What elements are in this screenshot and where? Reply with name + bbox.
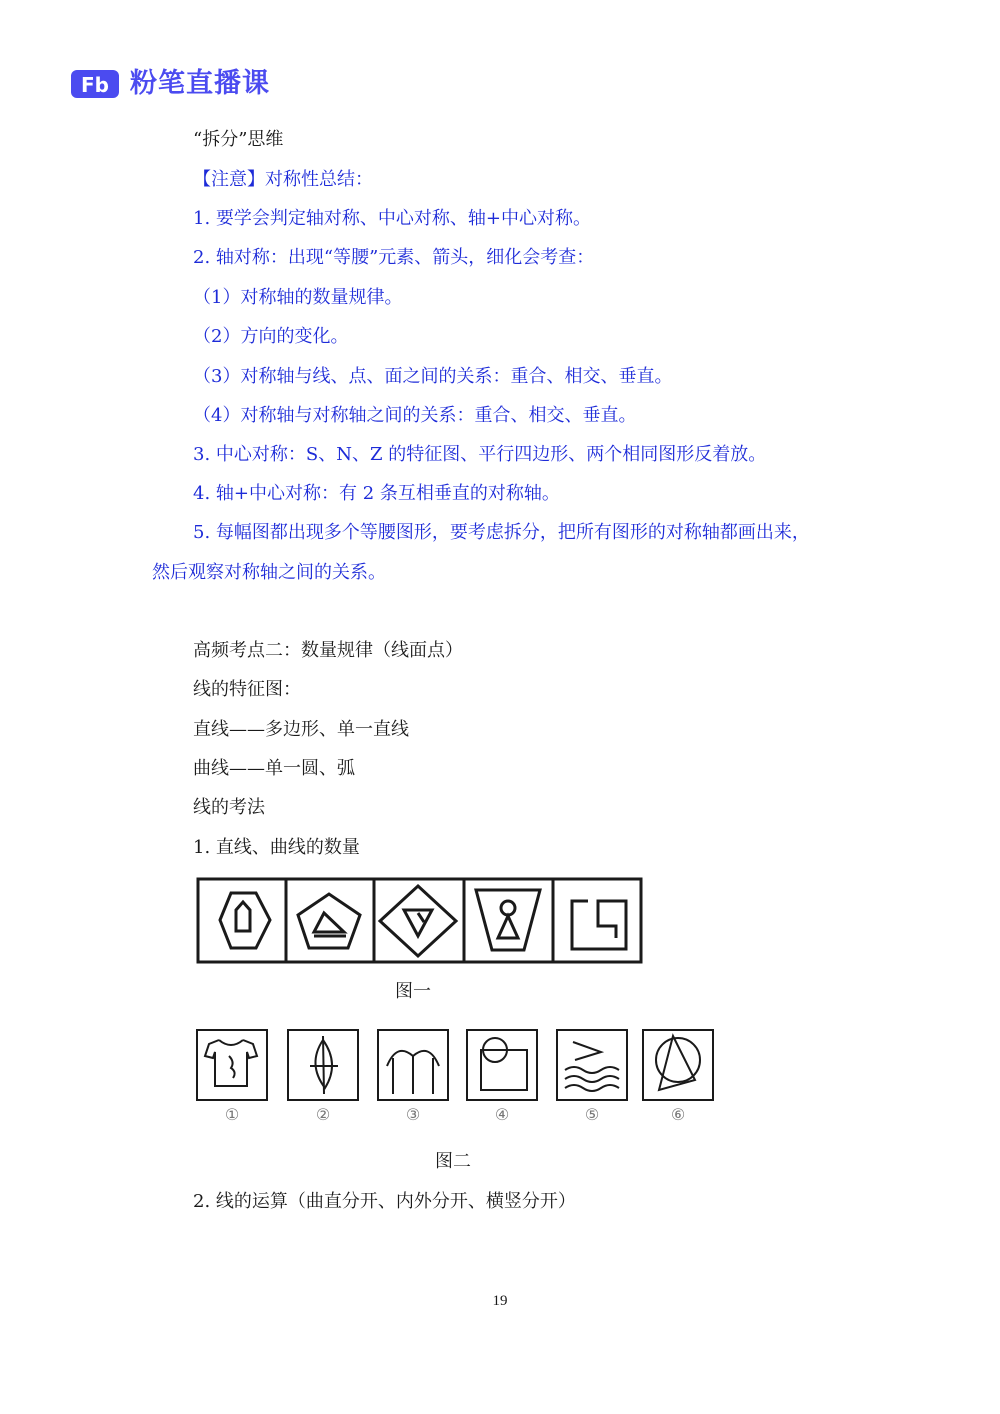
section-title: 高频考点二：数量规律（线面点） — [193, 640, 463, 661]
note-item: 4. 轴+中心对称：有 2 条互相垂直的对称轴。 — [193, 483, 560, 504]
note-item: 然后观察对称轴之间的关系。 — [152, 562, 386, 583]
leaf-icon — [288, 1030, 358, 1100]
page-number: 19 — [492, 1293, 508, 1309]
intro-line: “拆分”思维 — [193, 129, 284, 150]
circle-square-icon — [467, 1030, 537, 1100]
logo-text: 粉笔直播课 — [130, 68, 270, 99]
arch-branches-icon — [378, 1030, 448, 1100]
note-item: 5. 每幅图都出现多个等腰图形，要考虑拆分，把所有图形的对称轴都画出来， — [193, 522, 810, 543]
note-item: （2）方向的变化。 — [193, 326, 349, 347]
figure-two-label: ⑥ — [670, 1105, 686, 1124]
figure-one — [196, 876, 646, 966]
diamond-shape-icon — [380, 886, 456, 956]
note-item: 3. 中心对称：S、N、Z 的特征图、平行四边形、两个相同图形反着放。 — [193, 444, 767, 465]
note-title: 【注意】对称性总结： — [193, 169, 373, 190]
text-line: 直线——多边形、单一直线 — [193, 719, 409, 740]
waves-icon — [557, 1030, 627, 1100]
figure-two-label: ① — [224, 1105, 240, 1124]
figure-two-label: ③ — [405, 1105, 421, 1124]
figure-two-label: ④ — [494, 1105, 510, 1124]
pentagon-shape-icon — [298, 894, 360, 948]
figure-one-caption: 图一 — [395, 981, 431, 1002]
figure-two — [193, 1022, 718, 1130]
fb-logo-icon — [70, 66, 120, 102]
circle-triangle-icon — [643, 1030, 713, 1100]
hexagon-shape-icon — [220, 893, 270, 948]
sub-heading: 线的特征图： — [193, 679, 301, 700]
logo-mark-text: Fb — [81, 73, 109, 97]
figure-two-caption: 图二 — [435, 1151, 471, 1172]
list-item: 2. 线的运算（曲直分开、内外分开、横竖分开） — [193, 1191, 576, 1212]
square-shape-icon — [572, 901, 626, 949]
brand-logo — [70, 66, 270, 102]
note-item: 1. 要学会判定轴对称、中心对称、轴+中心对称。 — [193, 208, 591, 229]
figure-two-label: ② — [315, 1105, 331, 1124]
note-item: 2. 轴对称：出现“等腰”元素、箭头，细化会考查： — [193, 247, 595, 268]
list-item: 1. 直线、曲线的数量 — [193, 837, 360, 858]
note-item: （4）对称轴与对称轴之间的关系：重合、相交、垂直。 — [193, 405, 637, 426]
note-item: （1）对称轴的数量规律。 — [193, 287, 403, 308]
trapezoid-shape-icon — [476, 890, 540, 950]
tshirt-icon — [197, 1030, 267, 1100]
text-line: 曲线——单一圆、弧 — [193, 758, 355, 779]
sub-heading: 线的考法 — [193, 797, 265, 818]
figure-two-label: ⑤ — [584, 1105, 600, 1124]
note-item: （3）对称轴与线、点、面之间的关系：重合、相交、垂直。 — [193, 366, 673, 387]
